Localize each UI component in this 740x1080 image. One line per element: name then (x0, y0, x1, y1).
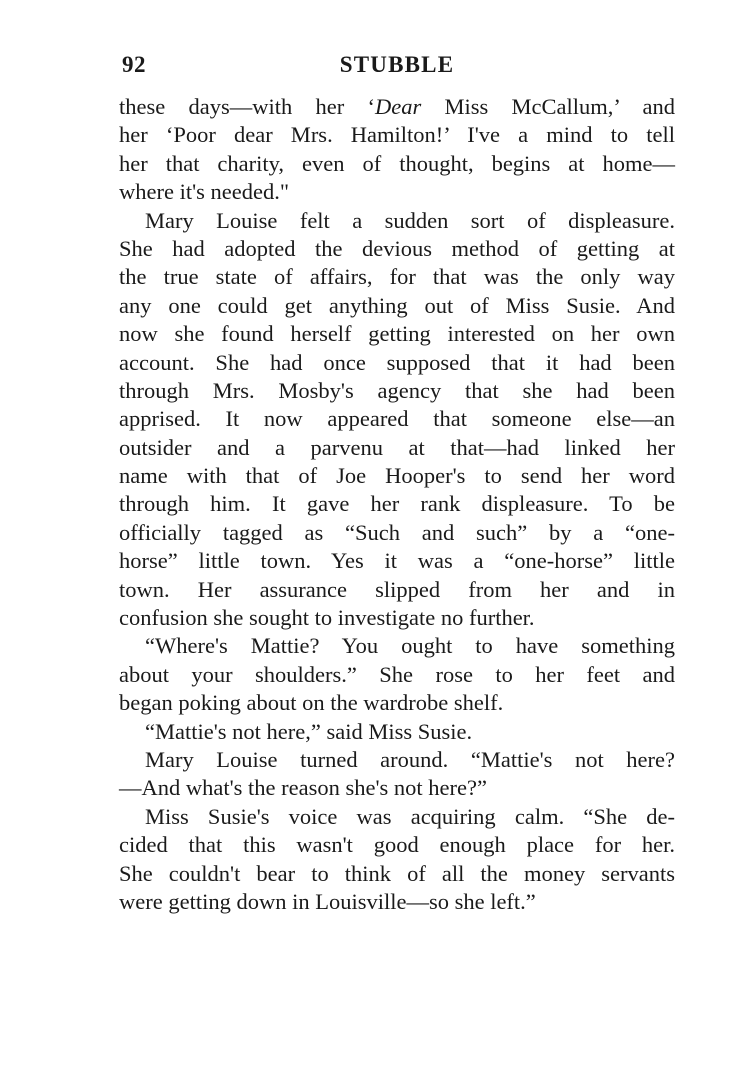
text-line: about your shoulders.” She rose to her feet and (119, 661, 675, 687)
text-line: apprised. It now appeared that someone else—an (119, 406, 675, 432)
text-line: “Where's Mattie? You ought to have something (145, 633, 675, 659)
text-line: She had adopted the devious method of getting at (119, 235, 675, 261)
text-line: any one could get anything out of Miss Susie. And (119, 292, 675, 318)
text-line: now she found herself getting interested on her own (119, 321, 675, 347)
text-line: confusion she sought to investigate no further. (119, 605, 535, 631)
text-line: officially tagged as “Such and such” by a “one- (119, 519, 675, 545)
text-line: “Mattie's not here,” said Miss Susie. (145, 718, 473, 744)
text-line: began poking about on the wardrobe shelf. (119, 690, 504, 716)
text-line: Mary Louise turned around. “Mattie's not here? (145, 746, 675, 772)
text-line: town. Her assurance slipped from her and in (119, 576, 675, 602)
running-title: STUBBLE (339, 52, 455, 77)
text-line: cided that this wasn't good enough place for her. (119, 832, 675, 858)
text-line: through him. It gave her rank displeasure. To be (119, 491, 675, 517)
text-line: She couldn't bear to think of all the money servants (119, 860, 675, 886)
page-number: 92 (122, 52, 146, 77)
text-line: name with that of Joe Hooper's to send her word (119, 463, 675, 489)
text-line: her ‘Poor dear Mrs. Hamilton!’ I've a mind to tell (119, 122, 675, 148)
text-line: outsider and a parvenu at that—had linked her (119, 434, 675, 460)
text-line: through Mrs. Mosby's agency that she had been (119, 377, 675, 403)
text-line: the true state of affairs, for that was the only way (119, 264, 675, 290)
text-line: Mary Louise felt a sudden sort of displeasure. (145, 207, 675, 233)
text-line: her that charity, even of thought, begins at home— (119, 150, 675, 176)
text-line: Miss Susie's voice was acquiring calm. “She de- (145, 803, 675, 829)
body-text (119, 93, 675, 916)
page-header (120, 52, 674, 82)
text-line: were getting down in Louisville—so she left.” (119, 888, 536, 914)
text-line: —And what's the reason she's not here?” (119, 775, 487, 801)
text-line: horse” little town. Yes it was a “one-horse” little (119, 548, 675, 574)
text-line: account. She had once supposed that it had been (119, 349, 675, 375)
text-line: where it's needed." (119, 179, 290, 205)
text-line: these days—with her ‘Dear Miss McCallum,’ and (119, 94, 675, 119)
